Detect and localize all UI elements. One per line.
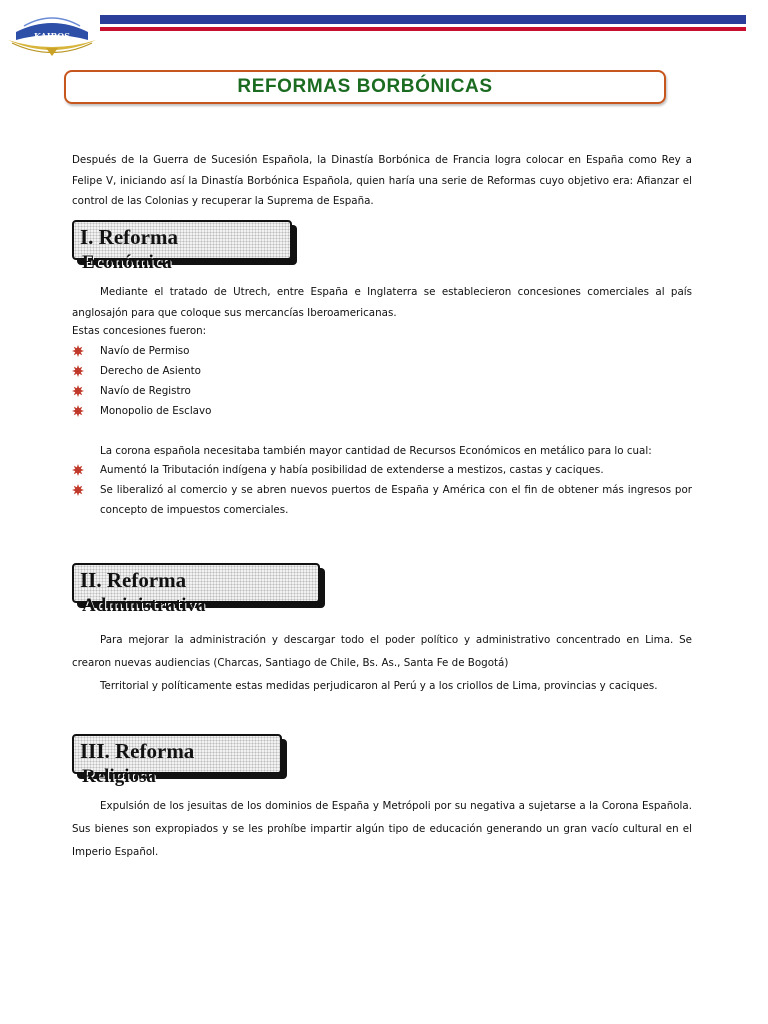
bullet-text: Navío de Permiso <box>100 345 190 357</box>
starburst-bullet-icon <box>72 385 84 397</box>
starburst-bullet-icon <box>72 484 84 496</box>
bullet-item <box>72 460 692 480</box>
section-heading-text-line2: Económica <box>82 252 172 273</box>
section-3-paragraph-1: Expulsión de los jesuitas de los dominios de España y Metrópoli por su negativa a sujetarse a la Corona Española. Sus bienes son expropiados y se les prohíbe impartir algún tipo de educación generando un gran vacío cultural en el Imperio Español. <box>72 800 692 858</box>
header-band-blue <box>100 15 746 24</box>
section-heading-text-line2: Religiosa <box>82 766 156 787</box>
section-heading-economica <box>72 220 292 273</box>
bullet-item <box>72 480 692 520</box>
bullet-text: Navío de Registro <box>100 385 191 397</box>
section-heading-text: II. Reforma <box>80 568 187 592</box>
page-title: REFORMAS BORBÓNICAS <box>237 76 493 97</box>
bullet-item <box>72 361 692 381</box>
section-2-paragraph-2: Territorial y políticamente estas medidas perjudicaron al Perú y a los criollos de Lima, provincias y caciques. <box>100 680 658 692</box>
header-band-red <box>100 27 746 31</box>
starburst-bullet-icon <box>72 405 84 417</box>
bullet-item <box>72 381 692 401</box>
bullet-text: Se liberalizó al comercio y se abren nuevos puertos de España y América con el fin de obtener más ingresos por concepto de impuestos comerciales. <box>100 484 692 516</box>
logo-text: KAIROS <box>34 31 70 41</box>
bullet-item <box>72 401 692 421</box>
section-heading-text: III. Reforma <box>80 739 195 763</box>
section-1-paragraph-2: Estas concesiones fueron: <box>72 325 207 337</box>
bullet-item <box>72 341 692 361</box>
section-heading-religiosa <box>72 734 282 787</box>
section-2-paragraph-1: Para mejorar la administración y descargar todo el poder político y administrativo concentrado en Lima. Se crearon nuevas audiencias (Charcas, Santiago de Chile, Bs. As., Santa Fe de Bogotá) <box>72 634 692 669</box>
kairos-logo <box>2 10 102 58</box>
bullet-text: Aumentó la Tributación indígena y había posibilidad de extenderse a mestizos, castas y caciques. <box>100 464 604 476</box>
starburst-bullet-icon <box>72 464 84 476</box>
section-1-paragraph-3: La corona española necesitaba también mayor cantidad de Recursos Económicos en metálico para lo cual: <box>100 445 652 457</box>
starburst-bullet-icon <box>72 365 84 377</box>
starburst-bullet-icon <box>72 345 84 357</box>
section-1-paragraph-1: Mediante el tratado de Utrech, entre España e Inglaterra se establecieron concesiones comerciales al país anglosajón para que coloque sus mercancías Iberoamericanas. <box>72 286 692 319</box>
intro-paragraph: Después de la Guerra de Sucesión Española, la Dinastía Borbónica de Francia logra colocar en España como Rey a Felipe V, iniciando así la Dinastía Borbónica Española, quien haría una serie de Reformas cuyo objetivo era: Afianzar el control de las Colonias y recuperar la Suprema de España. <box>72 154 692 207</box>
section-heading-text-line2: Administrativa <box>82 595 206 616</box>
bullet-text: Derecho de Asiento <box>100 365 201 377</box>
section-heading-administrativa <box>72 563 320 616</box>
section-heading-text: I. Reforma <box>80 225 178 249</box>
bullet-text: Monopolio de Esclavo <box>100 405 212 417</box>
page-title-box <box>64 70 666 104</box>
